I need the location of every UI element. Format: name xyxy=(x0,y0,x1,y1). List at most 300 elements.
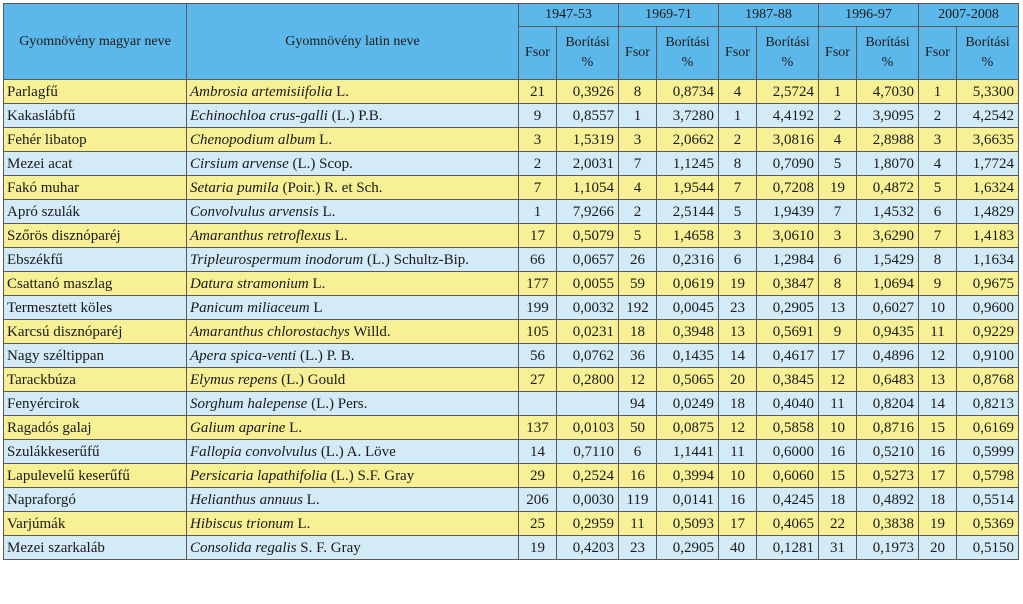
table-body xyxy=(4,80,1019,560)
fsor-cell: 8 xyxy=(819,272,857,296)
boritasi-cell: 4,2542 xyxy=(957,104,1019,128)
header-fsor: Fsor xyxy=(919,27,957,80)
latin-name-cell xyxy=(187,368,519,392)
fsor-cell: 6 xyxy=(819,248,857,272)
boritasi-cell: 0,0657 xyxy=(557,248,619,272)
latin-species-name: Apera spica-venti xyxy=(190,347,297,364)
fsor-cell: 3 xyxy=(719,224,757,248)
hungarian-name-cell: Szőrös disznóparéj xyxy=(4,224,187,248)
fsor-cell: 1 xyxy=(919,80,957,104)
fsor-cell: 1 xyxy=(519,200,557,224)
boritasi-cell: 0,5999 xyxy=(957,440,1019,464)
table-row xyxy=(4,392,1019,416)
boritasi-cell: 0,3926 xyxy=(557,80,619,104)
header-boritasi xyxy=(957,27,1019,80)
latin-species-name: Echinochloa crus-galli xyxy=(190,107,328,124)
fsor-cell: 13 xyxy=(819,296,857,320)
fsor-cell: 12 xyxy=(719,416,757,440)
latin-author: (L.) P. B. xyxy=(296,347,355,364)
table-row xyxy=(4,512,1019,536)
latin-species-name: Amaranthus retroflexus xyxy=(190,227,331,244)
table-row xyxy=(4,200,1019,224)
hungarian-name-cell: Tarackbúza xyxy=(4,368,187,392)
latin-name-cell xyxy=(187,272,519,296)
fsor-cell: 18 xyxy=(819,488,857,512)
fsor-cell: 192 xyxy=(619,296,657,320)
boritasi-cell: 0,6169 xyxy=(957,416,1019,440)
boritasi-cell: 0,5210 xyxy=(857,440,919,464)
hungarian-name-cell: Fenyércirok xyxy=(4,392,187,416)
header-latin-name: Gyomnövény latin neve xyxy=(187,4,519,80)
latin-name-cell xyxy=(187,344,519,368)
boritasi-cell: 1,4829 xyxy=(957,200,1019,224)
fsor-cell: 2 xyxy=(719,128,757,152)
fsor-cell: 5 xyxy=(919,176,957,200)
header-percent-label: % xyxy=(681,55,694,70)
hungarian-name-cell: Ragadós galaj xyxy=(4,416,187,440)
header-percent-label: % xyxy=(781,55,794,70)
boritasi-cell: 1,2984 xyxy=(757,248,819,272)
fsor-cell: 119 xyxy=(619,488,657,512)
fsor-cell: 29 xyxy=(519,464,557,488)
latin-author: (L.) S.F. Gray xyxy=(327,467,415,484)
latin-author: L. xyxy=(285,419,303,436)
latin-name-cell xyxy=(187,80,519,104)
boritasi-cell: 1,1441 xyxy=(657,440,719,464)
table-row xyxy=(4,440,1019,464)
hungarian-name-cell: Fehér libatop xyxy=(4,128,187,152)
boritasi-cell: 0,6000 xyxy=(757,440,819,464)
fsor-cell: 19 xyxy=(919,512,957,536)
boritasi-cell: 0,0141 xyxy=(657,488,719,512)
fsor-cell: 206 xyxy=(519,488,557,512)
header-boritasi-label: Borítási xyxy=(765,35,810,50)
boritasi-cell: 2,5144 xyxy=(657,200,719,224)
header-fsor: Fsor xyxy=(819,27,857,80)
fsor-cell: 2 xyxy=(519,152,557,176)
header-boritasi xyxy=(657,27,719,80)
boritasi-cell: 0,1435 xyxy=(657,344,719,368)
table-row xyxy=(4,248,1019,272)
fsor-cell: 14 xyxy=(519,440,557,464)
fsor-cell: 3 xyxy=(519,128,557,152)
fsor-cell: 16 xyxy=(819,440,857,464)
boritasi-cell: 0,0875 xyxy=(657,416,719,440)
hungarian-name-cell: Mezei szarkaláb xyxy=(4,536,187,560)
boritasi-cell: 3,7280 xyxy=(657,104,719,128)
fsor-cell: 7 xyxy=(819,200,857,224)
boritasi-cell: 0,1973 xyxy=(857,536,919,560)
fsor-cell: 8 xyxy=(919,248,957,272)
latin-species-name: Persicaria lapathifolia xyxy=(190,467,328,484)
fsor-cell: 3 xyxy=(819,224,857,248)
boritasi-cell: 0,0030 xyxy=(557,488,619,512)
fsor-cell: 6 xyxy=(919,200,957,224)
latin-name-cell xyxy=(187,128,519,152)
boritasi-cell: 0,4245 xyxy=(757,488,819,512)
fsor-cell: 40 xyxy=(719,536,757,560)
latin-species-name: Hibiscus trionum xyxy=(190,515,294,532)
boritasi-cell: 1,4183 xyxy=(957,224,1019,248)
fsor-cell: 11 xyxy=(819,392,857,416)
fsor-cell: 66 xyxy=(519,248,557,272)
boritasi-cell: 3,0816 xyxy=(757,128,819,152)
fsor-cell: 23 xyxy=(719,296,757,320)
table-row xyxy=(4,128,1019,152)
boritasi-cell: 0,4203 xyxy=(557,536,619,560)
fsor-cell: 12 xyxy=(819,368,857,392)
latin-species-name: Datura stramonium xyxy=(190,275,309,292)
boritasi-cell: 0,0619 xyxy=(657,272,719,296)
header-fsor: Fsor xyxy=(519,27,557,80)
boritasi-cell: 0,9675 xyxy=(957,272,1019,296)
fsor-cell: 19 xyxy=(819,176,857,200)
boritasi-cell: 0,4872 xyxy=(857,176,919,200)
table-row xyxy=(4,416,1019,440)
fsor-cell: 9 xyxy=(919,272,957,296)
fsor-cell: 7 xyxy=(619,152,657,176)
latin-author: (L.) Pers. xyxy=(307,395,368,412)
latin-author: (L.) A. Löve xyxy=(317,443,396,460)
boritasi-cell: 0,0103 xyxy=(557,416,619,440)
boritasi-cell: 7,9266 xyxy=(557,200,619,224)
fsor-cell: 4 xyxy=(719,80,757,104)
latin-name-cell xyxy=(187,200,519,224)
boritasi-cell: 1,6324 xyxy=(957,176,1019,200)
boritasi-cell: 2,8988 xyxy=(857,128,919,152)
boritasi-cell: 1,1054 xyxy=(557,176,619,200)
fsor-cell: 15 xyxy=(819,464,857,488)
latin-name-cell xyxy=(187,464,519,488)
boritasi-cell: 0,5150 xyxy=(957,536,1019,560)
latin-author: L. xyxy=(302,491,320,508)
fsor-cell: 5 xyxy=(619,224,657,248)
header-boritasi xyxy=(857,27,919,80)
fsor-cell: 3 xyxy=(919,128,957,152)
table-row xyxy=(4,176,1019,200)
hungarian-name-cell: Szulákkeserűfű xyxy=(4,440,187,464)
fsor-cell: 11 xyxy=(619,512,657,536)
boritasi-cell: 1,5429 xyxy=(857,248,919,272)
boritasi-cell: 0,0055 xyxy=(557,272,619,296)
fsor-cell: 12 xyxy=(619,368,657,392)
fsor-cell: 18 xyxy=(619,320,657,344)
boritasi-cell: 0,8557 xyxy=(557,104,619,128)
table-row xyxy=(4,272,1019,296)
header-fsor: Fsor xyxy=(719,27,757,80)
boritasi-cell: 0,7110 xyxy=(557,440,619,464)
latin-species-name: Helianthus annuus xyxy=(190,491,303,508)
latin-species-name: Galium aparine xyxy=(190,419,286,436)
header-period: 1947-53 xyxy=(519,4,619,27)
fsor-cell: 16 xyxy=(919,440,957,464)
fsor-cell: 13 xyxy=(719,320,757,344)
fsor-cell: 177 xyxy=(519,272,557,296)
boritasi-cell: 0,2524 xyxy=(557,464,619,488)
boritasi-cell: 1,5319 xyxy=(557,128,619,152)
table-row xyxy=(4,320,1019,344)
latin-species-name: Tripleurospermum inodorum xyxy=(190,251,364,268)
latin-name-cell xyxy=(187,416,519,440)
latin-name-cell xyxy=(187,224,519,248)
header-period: 1996-97 xyxy=(819,4,919,27)
fsor-cell: 17 xyxy=(919,464,957,488)
header-boritasi-label: Borítási xyxy=(565,35,610,50)
boritasi-cell: 2,0031 xyxy=(557,152,619,176)
hungarian-name-cell: Varjúmák xyxy=(4,512,187,536)
latin-author: L. xyxy=(308,275,326,292)
table-row xyxy=(4,224,1019,248)
boritasi-cell: 0,4065 xyxy=(757,512,819,536)
fsor-cell: 19 xyxy=(519,536,557,560)
latin-name-cell xyxy=(187,320,519,344)
header-period: 2007-2008 xyxy=(919,4,1019,27)
hungarian-name-cell: Ebszékfű xyxy=(4,248,187,272)
boritasi-cell: 0,9435 xyxy=(857,320,919,344)
boritasi-cell: 0,7090 xyxy=(757,152,819,176)
fsor-cell: 6 xyxy=(719,248,757,272)
latin-author: (Poir.) R. et Sch. xyxy=(278,179,383,196)
fsor-cell: 10 xyxy=(919,296,957,320)
latin-name-cell xyxy=(187,176,519,200)
fsor-cell: 10 xyxy=(819,416,857,440)
boritasi-cell: 0,9100 xyxy=(957,344,1019,368)
header-period: 1987-88 xyxy=(719,4,819,27)
latin-author: (L.) P.B. xyxy=(327,107,383,124)
table-row xyxy=(4,296,1019,320)
header-boritasi-label: Borítási xyxy=(965,35,1010,50)
latin-author: (L.) Scop. xyxy=(288,155,353,172)
fsor-cell: 4 xyxy=(819,128,857,152)
fsor-cell: 9 xyxy=(519,104,557,128)
fsor-cell: 16 xyxy=(719,488,757,512)
fsor-cell: 17 xyxy=(519,224,557,248)
latin-species-name: Chenopodium album xyxy=(190,131,316,148)
boritasi-cell: 0,9600 xyxy=(957,296,1019,320)
hungarian-name-cell: Parlagfű xyxy=(4,80,187,104)
boritasi-cell: 0,0032 xyxy=(557,296,619,320)
table-row xyxy=(4,80,1019,104)
boritasi-cell: 0,7208 xyxy=(757,176,819,200)
boritasi-cell: 4,4192 xyxy=(757,104,819,128)
header-boritasi-label: Borítási xyxy=(865,35,910,50)
table-row xyxy=(4,152,1019,176)
boritasi-cell: 0,5093 xyxy=(657,512,719,536)
latin-species-name: Panicum miliaceum xyxy=(190,299,310,316)
boritasi-cell: 1,9544 xyxy=(657,176,719,200)
header-period: 1969-71 xyxy=(619,4,719,27)
fsor-cell: 13 xyxy=(919,368,957,392)
fsor-cell: 6 xyxy=(619,440,657,464)
hungarian-name-cell: Apró szulák xyxy=(4,200,187,224)
fsor-cell: 59 xyxy=(619,272,657,296)
header-fsor: Fsor xyxy=(619,27,657,80)
latin-name-cell xyxy=(187,536,519,560)
fsor-cell: 26 xyxy=(619,248,657,272)
hungarian-name-cell: Fakó muhar xyxy=(4,176,187,200)
fsor-cell: 199 xyxy=(519,296,557,320)
latin-author: L. xyxy=(332,83,350,100)
fsor-cell: 8 xyxy=(619,80,657,104)
table-row xyxy=(4,368,1019,392)
fsor-cell: 9 xyxy=(819,320,857,344)
fsor-cell: 36 xyxy=(619,344,657,368)
fsor-cell: 56 xyxy=(519,344,557,368)
fsor-cell: 10 xyxy=(719,464,757,488)
fsor-cell: 2 xyxy=(919,104,957,128)
boritasi-cell: 0,5273 xyxy=(857,464,919,488)
header-percent-label: % xyxy=(881,55,894,70)
latin-name-cell xyxy=(187,512,519,536)
boritasi-cell: 3,6635 xyxy=(957,128,1019,152)
boritasi-cell: 0,8213 xyxy=(957,392,1019,416)
latin-species-name: Ambrosia artemisiifolia xyxy=(190,83,333,100)
boritasi-cell: 0,8204 xyxy=(857,392,919,416)
fsor-cell: 7 xyxy=(919,224,957,248)
hungarian-name-cell: Karcsú disznóparéj xyxy=(4,320,187,344)
fsor-cell: 5 xyxy=(719,200,757,224)
table-row xyxy=(4,344,1019,368)
boritasi-cell: 1,9439 xyxy=(757,200,819,224)
fsor-cell: 1 xyxy=(719,104,757,128)
hungarian-name-cell: Nagy széltippan xyxy=(4,344,187,368)
latin-author: L xyxy=(309,299,323,316)
latin-author: L. xyxy=(293,515,311,532)
boritasi-cell: 1,0694 xyxy=(857,272,919,296)
boritasi-cell: 0,6483 xyxy=(857,368,919,392)
boritasi-cell: 0,2316 xyxy=(657,248,719,272)
fsor-cell: 94 xyxy=(619,392,657,416)
boritasi-cell: 0,5798 xyxy=(957,464,1019,488)
boritasi-cell: 0,3948 xyxy=(657,320,719,344)
table-row xyxy=(4,104,1019,128)
latin-author: (L.) Gould xyxy=(277,371,346,388)
boritasi-cell: 1,1245 xyxy=(657,152,719,176)
boritasi-cell: 0,4896 xyxy=(857,344,919,368)
header-hungarian-name: Gyomnövény magyar neve xyxy=(4,4,187,80)
fsor-cell: 19 xyxy=(719,272,757,296)
fsor-cell: 12 xyxy=(919,344,957,368)
latin-name-cell xyxy=(187,152,519,176)
latin-name-cell xyxy=(187,440,519,464)
table-row xyxy=(4,464,1019,488)
boritasi-cell: 0,2905 xyxy=(657,536,719,560)
latin-name-cell xyxy=(187,488,519,512)
boritasi-cell: 3,9095 xyxy=(857,104,919,128)
boritasi-cell: 0,9229 xyxy=(957,320,1019,344)
fsor-cell: 2 xyxy=(819,104,857,128)
boritasi-cell: 0,4040 xyxy=(757,392,819,416)
latin-name-cell xyxy=(187,296,519,320)
fsor-cell: 23 xyxy=(619,536,657,560)
fsor-cell: 137 xyxy=(519,416,557,440)
boritasi-cell: 1,4532 xyxy=(857,200,919,224)
boritasi-cell: 3,0610 xyxy=(757,224,819,248)
boritasi-cell: 0,4892 xyxy=(857,488,919,512)
boritasi-cell: 0,2959 xyxy=(557,512,619,536)
weed-table xyxy=(3,3,1019,560)
latin-species-name: Elymus repens xyxy=(190,371,278,388)
latin-author: (L.) Schultz-Bip. xyxy=(363,251,470,268)
boritasi-cell: 0,5369 xyxy=(957,512,1019,536)
boritasi-cell: 0,5079 xyxy=(557,224,619,248)
boritasi-cell: 0,8734 xyxy=(657,80,719,104)
fsor-cell: 8 xyxy=(719,152,757,176)
latin-species-name: Setaria pumila xyxy=(190,179,279,196)
boritasi-cell: 0,6027 xyxy=(857,296,919,320)
latin-name-cell xyxy=(187,248,519,272)
latin-species-name: Amaranthus chlorostachys xyxy=(190,323,350,340)
boritasi-cell: 0,0045 xyxy=(657,296,719,320)
fsor-cell: 16 xyxy=(619,464,657,488)
fsor-cell: 11 xyxy=(919,320,957,344)
fsor-cell: 5 xyxy=(819,152,857,176)
fsor-cell: 18 xyxy=(919,488,957,512)
fsor-cell: 1 xyxy=(619,104,657,128)
hungarian-name-cell: Csattanó maszlag xyxy=(4,272,187,296)
boritasi-cell: 0,5065 xyxy=(657,368,719,392)
boritasi-cell: 0,2905 xyxy=(757,296,819,320)
hungarian-name-cell: Napraforgó xyxy=(4,488,187,512)
boritasi-cell: 0,3994 xyxy=(657,464,719,488)
hungarian-name-cell: Lapulevelű keserűfű xyxy=(4,464,187,488)
boritasi-cell: 1,7724 xyxy=(957,152,1019,176)
fsor-cell: 2 xyxy=(619,200,657,224)
fsor-cell: 4 xyxy=(619,176,657,200)
fsor-cell: 25 xyxy=(519,512,557,536)
header-boritasi xyxy=(757,27,819,80)
fsor-cell: 14 xyxy=(919,392,957,416)
latin-author: Willd. xyxy=(349,323,391,340)
boritasi-cell: 1,1634 xyxy=(957,248,1019,272)
latin-name-cell xyxy=(187,104,519,128)
fsor-cell: 105 xyxy=(519,320,557,344)
boritasi-cell: 2,5724 xyxy=(757,80,819,104)
boritasi-cell: 0,1281 xyxy=(757,536,819,560)
boritasi-cell: 4,7030 xyxy=(857,80,919,104)
latin-species-name: Fallopia convolvulus xyxy=(190,443,318,460)
boritasi-cell: 3,6290 xyxy=(857,224,919,248)
boritasi-cell: 0,4617 xyxy=(757,344,819,368)
fsor-cell xyxy=(519,392,557,416)
boritasi-cell: 0,0249 xyxy=(657,392,719,416)
fsor-cell: 1 xyxy=(819,80,857,104)
boritasi-cell: 0,5858 xyxy=(757,416,819,440)
latin-species-name: Consolida regalis xyxy=(190,539,297,556)
boritasi-cell: 0,0231 xyxy=(557,320,619,344)
boritasi-cell: 1,8070 xyxy=(857,152,919,176)
header-percent-label: % xyxy=(981,55,994,70)
table-row xyxy=(4,536,1019,560)
boritasi-cell: 0,8768 xyxy=(957,368,1019,392)
fsor-cell: 22 xyxy=(819,512,857,536)
latin-species-name: Sorghum halepense xyxy=(190,395,308,412)
boritasi-cell: 0,3847 xyxy=(757,272,819,296)
header-boritasi-label: Borítási xyxy=(665,35,710,50)
fsor-cell: 7 xyxy=(719,176,757,200)
hungarian-name-cell: Termesztett köles xyxy=(4,296,187,320)
boritasi-cell: 0,0762 xyxy=(557,344,619,368)
table-header xyxy=(4,4,1019,80)
boritasi-cell: 0,8716 xyxy=(857,416,919,440)
latin-species-name: Convolvulus arvensis xyxy=(190,203,319,220)
latin-author: S. F. Gray xyxy=(296,539,361,556)
fsor-cell: 7 xyxy=(519,176,557,200)
fsor-cell: 17 xyxy=(819,344,857,368)
boritasi-cell xyxy=(557,392,619,416)
boritasi-cell: 5,3300 xyxy=(957,80,1019,104)
fsor-cell: 17 xyxy=(719,512,757,536)
